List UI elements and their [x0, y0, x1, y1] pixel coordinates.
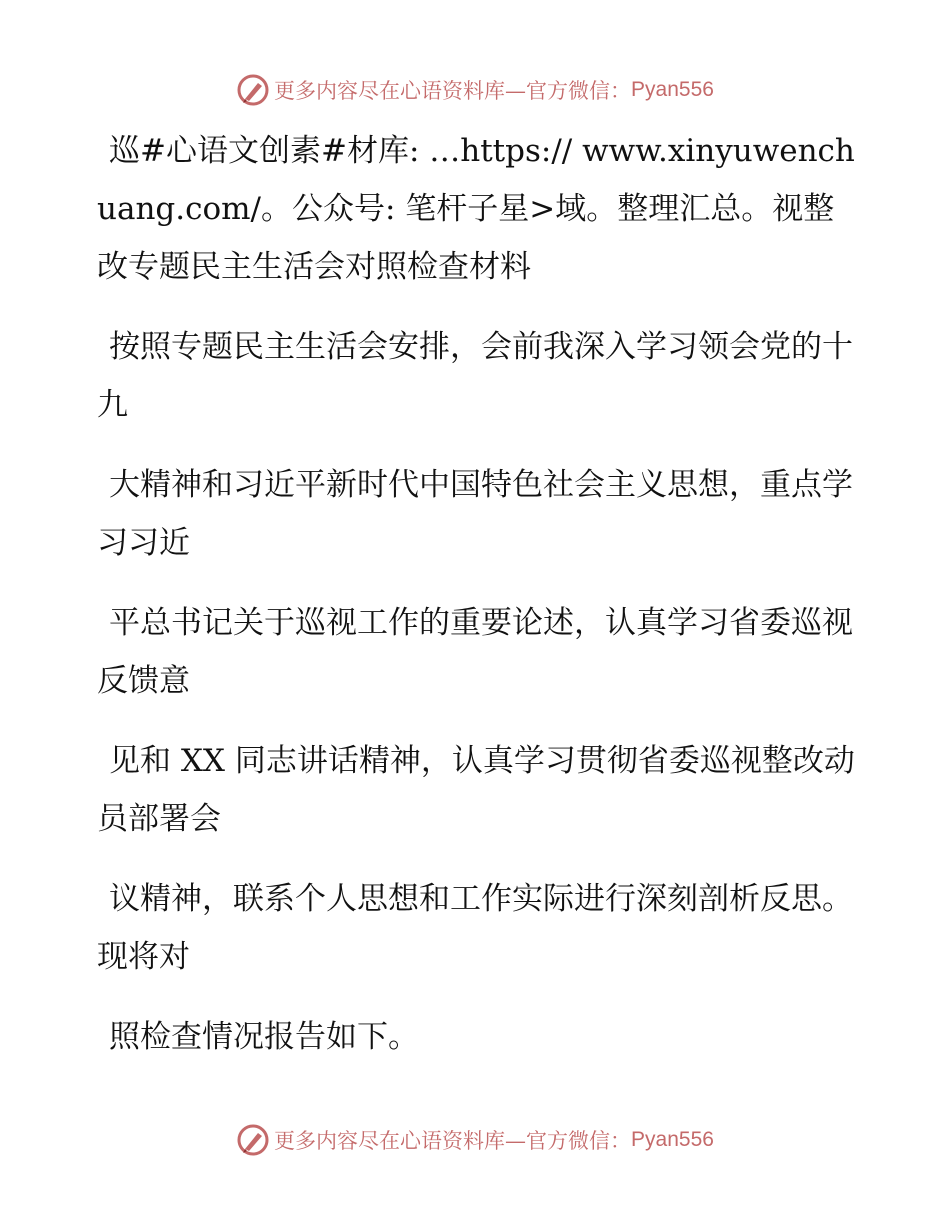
footer-watermark — [0, 1120, 950, 1160]
paragraph: 照检查情况报告如下。 — [109, 1019, 419, 1055]
banner-wechat-id: Pyan556 — [631, 78, 714, 101]
paragraph: 见和 XX 同志讲话精神，认真学习贯彻省委巡视整改动员部署会 — [97, 743, 855, 837]
banner-text: 更多内容尽在心语资料库—官方微信： — [274, 79, 632, 103]
banner-wechat-id: Pyan556 — [631, 1128, 714, 1151]
banner-text: 更多内容尽在心语资料库—官方微信： — [274, 1129, 632, 1153]
paragraph: 按照专题民主生活会安排，会前我深入学习领会党的十九 — [97, 329, 853, 423]
paragraph: 平总书记关于巡视工作的重要论述，认真学习省委巡视反馈意 — [97, 605, 853, 699]
pen-logo-icon — [236, 73, 270, 107]
paragraph: 巡#心语文创素#材库: …https:// www.xinyuwenchuang.com/。公众号: 笔杆子星>域。整理汇总。视整改专题民主生活会对照检查材料 — [97, 133, 855, 285]
paragraph: 议精神，联系个人思想和工作实际进行深刻剖析反思。现将对 — [97, 881, 853, 975]
pen-logo-icon — [236, 1123, 270, 1157]
document-body — [97, 122, 857, 1088]
paragraph: 大精神和习近平新时代中国特色社会主义思想，重点学习习近 — [97, 467, 853, 561]
header-watermark — [0, 70, 950, 110]
